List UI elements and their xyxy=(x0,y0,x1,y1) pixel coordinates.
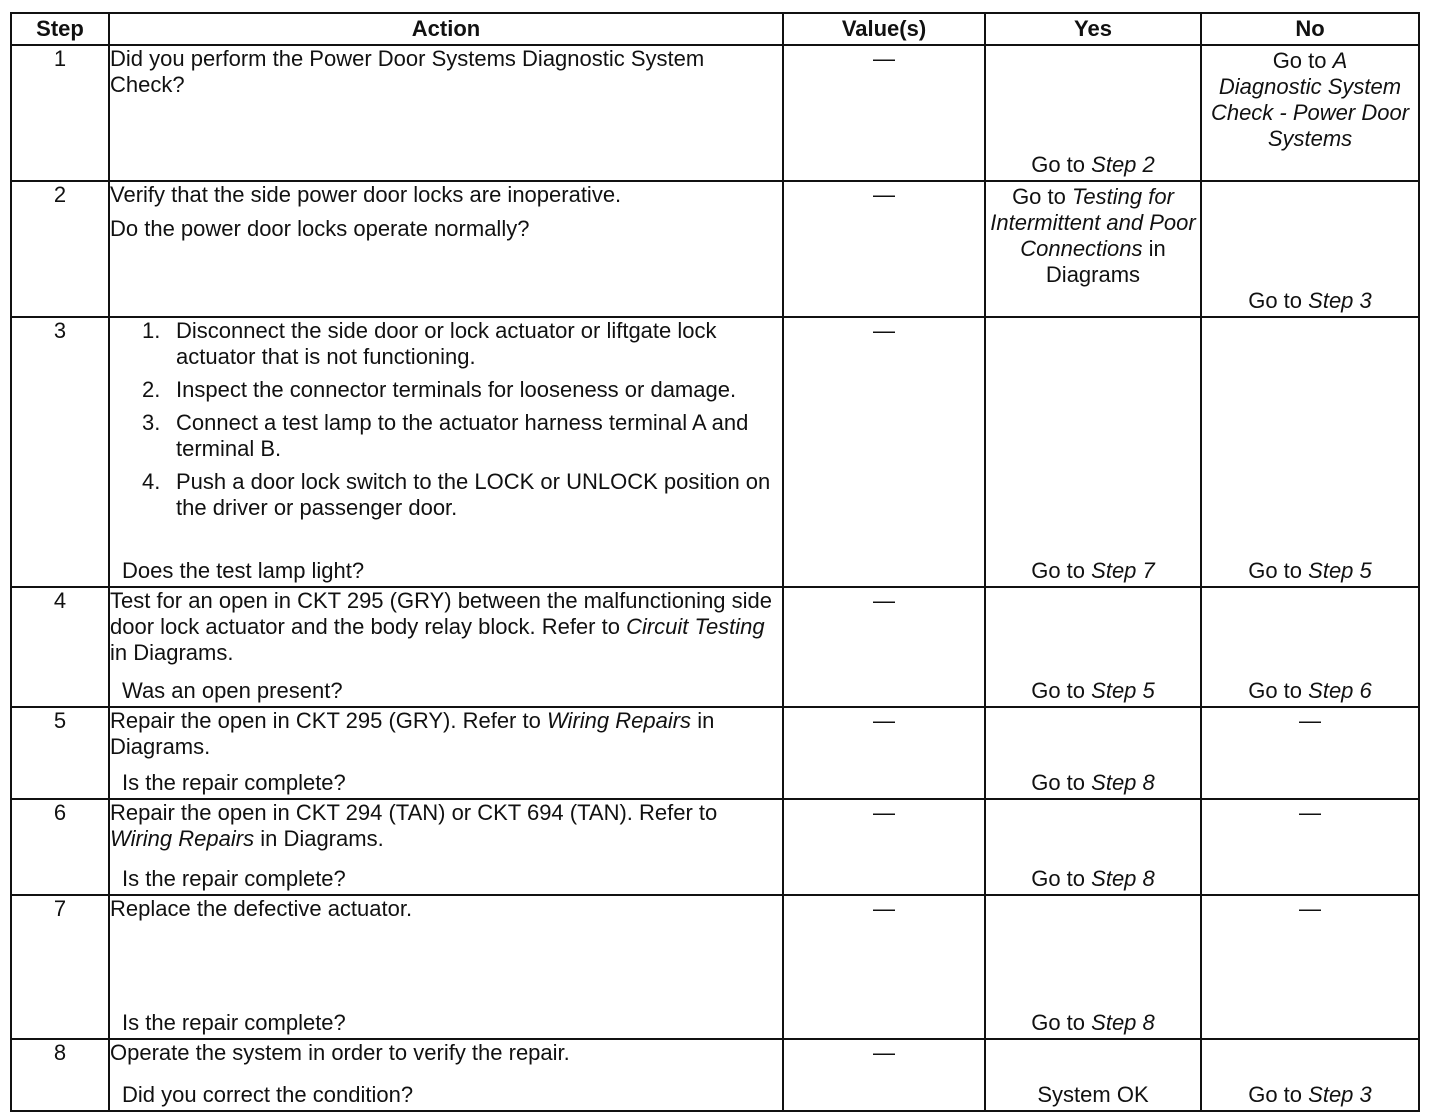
action-cell xyxy=(109,895,783,1039)
yes-step-link[interactable]: Step 7 xyxy=(1091,558,1155,583)
value-cell xyxy=(783,1039,985,1111)
action-text: Operate the system in order to verify the repair. xyxy=(110,1040,570,1065)
yes-result xyxy=(986,558,1200,584)
step-number: 2 xyxy=(11,181,109,317)
no-result xyxy=(1202,678,1418,704)
yes-prefix: Go to xyxy=(1031,770,1086,795)
yes-cell xyxy=(985,707,1201,799)
action-doc-link[interactable]: Wiring Repairs xyxy=(110,826,255,851)
table-row-step-4 xyxy=(11,587,1419,707)
substep-text: Push a door lock switch to the LOCK or UNLOCK position on the driver or passenger door. xyxy=(176,469,771,520)
action-question: Did you correct the condition? xyxy=(122,1082,414,1107)
action-cell xyxy=(109,181,783,317)
action-cell xyxy=(109,587,783,707)
table-row-step-2 xyxy=(11,181,1419,317)
step-number: 1 xyxy=(11,45,109,181)
no-link-part-1[interactable]: A xyxy=(1332,48,1348,73)
yes-cell xyxy=(985,799,1201,895)
yes-doc-link[interactable]: Testing for Intermittent and Poor Connections xyxy=(990,184,1196,261)
action-question: Is the repair complete? xyxy=(122,770,346,795)
yes-suffix: in Diagrams xyxy=(1045,236,1166,287)
yes-cell xyxy=(985,45,1201,181)
substep-number: 2. xyxy=(142,377,161,402)
action-text-post: in Diagrams. xyxy=(260,826,384,851)
step-number: 7 xyxy=(11,895,109,1039)
no-result xyxy=(1202,558,1418,584)
substep-item xyxy=(142,469,782,521)
substep-text: Disconnect the side door or lock actuator or liftgate lock actuator that is not functioning. xyxy=(176,318,717,369)
yes-step-link[interactable]: Step 5 xyxy=(1091,678,1155,703)
no-prefix: Go to xyxy=(1248,678,1303,703)
yes-step-link[interactable]: Step 8 xyxy=(1091,1010,1155,1035)
action-question: Is the repair complete? xyxy=(122,1010,346,1035)
value-dash: — xyxy=(873,708,895,733)
action-question: Do the power door locks operate normally? xyxy=(110,216,530,241)
substep-item xyxy=(142,377,782,403)
action-text xyxy=(110,708,782,760)
no-step-link[interactable]: Step 5 xyxy=(1308,558,1372,583)
value-cell xyxy=(783,181,985,317)
substep-number: 1. xyxy=(142,318,161,343)
action-cell xyxy=(109,45,783,181)
yes-cell xyxy=(985,895,1201,1039)
table-row-step-8 xyxy=(11,1039,1419,1111)
table-row-step-3 xyxy=(11,317,1419,587)
action-text-post: in Diagrams. xyxy=(110,708,715,759)
table-row-step-1 xyxy=(11,45,1419,181)
no-cell xyxy=(1201,587,1419,707)
action-doc-link[interactable]: Circuit Testing xyxy=(626,614,765,639)
step-number: 8 xyxy=(11,1039,109,1111)
header-action: Action xyxy=(109,13,783,45)
no-cell xyxy=(1201,317,1419,587)
value-dash: — xyxy=(873,896,895,921)
no-step-link[interactable]: Step 3 xyxy=(1308,288,1372,313)
no-prefix: Go to xyxy=(1248,558,1303,583)
yes-prefix: Go to xyxy=(1031,866,1086,891)
yes-result xyxy=(986,770,1200,796)
yes-prefix: Go to xyxy=(1031,678,1086,703)
no-dash: — xyxy=(1299,800,1321,825)
yes-step-link[interactable]: Step 8 xyxy=(1091,770,1155,795)
substep-item xyxy=(142,410,782,462)
yes-cell xyxy=(985,1039,1201,1111)
no-cell xyxy=(1201,799,1419,895)
yes-cell xyxy=(985,181,1201,317)
value-cell xyxy=(783,707,985,799)
table-row-step-6 xyxy=(11,799,1419,895)
no-prefix: Go to xyxy=(1272,48,1327,73)
no-dash: — xyxy=(1299,708,1321,733)
value-cell xyxy=(783,799,985,895)
table-row-step-5 xyxy=(11,707,1419,799)
step-number: 6 xyxy=(11,799,109,895)
action-cell xyxy=(109,799,783,895)
action-question: Was an open present? xyxy=(122,678,343,703)
yes-result xyxy=(986,152,1200,178)
yes-result xyxy=(986,182,1200,288)
value-cell xyxy=(783,895,985,1039)
no-link-part-2[interactable]: Diagnostic System Check - Power Door Systems xyxy=(1210,74,1410,151)
no-cell xyxy=(1201,895,1419,1039)
yes-prefix: Go to xyxy=(1031,558,1086,583)
substep-text: Connect a test lamp to the actuator harness terminal A and terminal B. xyxy=(176,410,749,461)
value-dash: — xyxy=(873,318,895,343)
yes-cell xyxy=(985,587,1201,707)
diagnostic-table xyxy=(10,12,1420,1112)
header-step: Step xyxy=(11,13,109,45)
yes-result xyxy=(986,1010,1200,1036)
step-number: 5 xyxy=(11,707,109,799)
yes-prefix: Go to xyxy=(1031,1010,1086,1035)
yes-step-link[interactable]: Step 2 xyxy=(1091,152,1155,177)
substep-list xyxy=(142,318,782,521)
action-question: Does the test lamp light? xyxy=(122,558,365,583)
action-text-post: in Diagrams. xyxy=(110,640,234,665)
action-doc-link[interactable]: Wiring Repairs xyxy=(546,708,692,733)
substep-number: 3. xyxy=(142,410,161,435)
yes-cell xyxy=(985,317,1201,587)
value-cell xyxy=(783,45,985,181)
header-yes: Yes xyxy=(985,13,1201,45)
value-dash: — xyxy=(873,182,895,207)
action-question: Is the repair complete? xyxy=(122,866,346,891)
value-dash: — xyxy=(873,588,895,613)
value-dash: — xyxy=(873,46,895,71)
yes-prefix: Go to xyxy=(1031,152,1086,177)
step-number: 3 xyxy=(11,317,109,587)
action-text xyxy=(110,588,782,666)
no-result xyxy=(1202,46,1418,152)
value-dash: — xyxy=(873,1040,895,1065)
no-prefix: Go to xyxy=(1248,288,1303,313)
header-no: No xyxy=(1201,13,1419,45)
value-cell xyxy=(783,587,985,707)
action-text: Replace the defective actuator. xyxy=(110,896,413,921)
action-text: Did you perform the Power Door Systems Diagnostic System Check? xyxy=(110,46,705,97)
no-cell xyxy=(1201,181,1419,317)
action-text: Verify that the side power door locks are inoperative. xyxy=(110,182,622,207)
no-prefix: Go to xyxy=(1248,1082,1303,1107)
no-step-link[interactable]: Step 6 xyxy=(1308,678,1372,703)
table-row-step-7 xyxy=(11,895,1419,1039)
substep-number: 4. xyxy=(142,469,161,494)
yes-prefix: Go to xyxy=(1012,184,1066,209)
action-text-pre: Test for an open in CKT 295 (GRY) between the malfunctioning side door lock actuator and the body relay block. Refer to xyxy=(110,588,773,639)
no-dash: — xyxy=(1299,896,1321,921)
no-result xyxy=(1202,288,1418,314)
no-cell xyxy=(1201,1039,1419,1111)
yes-result: System OK xyxy=(1037,1082,1149,1107)
value-dash: — xyxy=(873,800,895,825)
no-cell xyxy=(1201,707,1419,799)
action-cell xyxy=(109,1039,783,1111)
header-values: Value(s) xyxy=(783,13,985,45)
step-number: 4 xyxy=(11,587,109,707)
substep-item xyxy=(142,318,782,370)
yes-result xyxy=(986,678,1200,704)
action-text xyxy=(110,800,782,852)
value-cell xyxy=(783,317,985,587)
no-cell xyxy=(1201,45,1419,181)
action-cell xyxy=(109,317,783,587)
action-text-pre: Repair the open in CKT 294 (TAN) or CKT 694 (TAN). Refer to xyxy=(110,800,718,825)
no-step-link[interactable]: Step 3 xyxy=(1308,1082,1372,1107)
header-row xyxy=(11,13,1419,45)
yes-step-link[interactable]: Step 8 xyxy=(1091,866,1155,891)
yes-result xyxy=(986,866,1200,892)
substep-text: Inspect the connector terminals for looseness or damage. xyxy=(176,377,737,402)
action-text-pre: Repair the open in CKT 295 (GRY). Refer to xyxy=(110,708,541,733)
no-result xyxy=(1202,1082,1418,1108)
action-cell xyxy=(109,707,783,799)
